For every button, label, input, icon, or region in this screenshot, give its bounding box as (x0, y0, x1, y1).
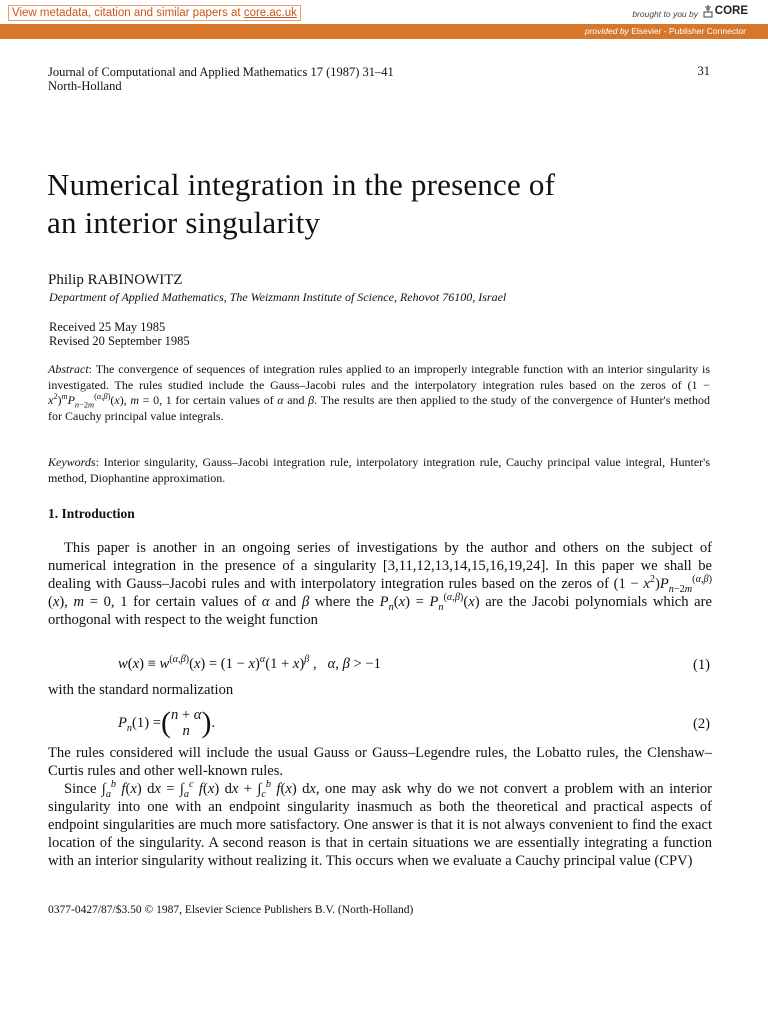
equation-2-number: (2) (692, 716, 710, 732)
core-link-prefix: View metadata, citation and similar papers at (12, 7, 244, 19)
equation-1: $w(x) \equiv w^{(\alpha,\beta)}(x) = (1 - x)^\alpha(1 + x)^\beta$ , α, β > −1 (118, 654, 381, 672)
abstract: Abstract: The convergence of sequences of integration rules applied to an improperly integrable function with an interior singularity is investigated. The rules studied include the Gauss–Jacobi rules and the interpolatory integration rules based on the zeros of $(1 - x^2)^mP_{n-2m}^{(\alpha,\beta)}(x)$, m = 0, 1 for certain values of α and β. The results are then applied to the study of the convergence of Hunter's method for Cauchy principal value integrals. (48, 362, 711, 423)
submission-dates (49, 320, 190, 348)
journal-citation (48, 65, 394, 93)
equation-1-followup: with the standard normalization (48, 682, 234, 698)
intro-paragraph-3: Since $\int_a^b$ f(x) dx = $\int_a^c$ f(x) dx + $\int_c^b$ f(x) dx, one may ask why do we not convert a problem with an interior singularity into one with an endpoint singularity inasmuch as both the theoretical and practical aspects of endpoint singularities are much more satisfactory. One answer is that it is not always convenient to find the exact location of the singularity. A second reason is that in certain situations we are essentially integrating a function with an interior singularity without realizing it. This occurs when we evaluate a Cauchy principal value (CPV) (48, 779, 713, 869)
core-logo-icon (703, 4, 713, 18)
core-logo-text: CORE (714, 5, 748, 18)
keywords: Keywords: Interior singularity, Gauss–Jacobi integration rule, interpolatory integration rule, Cauchy principal value integral, Hunter's method, Diophantine approximation. (48, 455, 710, 485)
abstract-label: Abstract (48, 362, 89, 376)
core-metadata-link[interactable] (8, 5, 301, 21)
keywords-text: Interior singularity, Gauss–Jacobi integration rule, interpolatory integration rule, Cauchy principal value integral, Hunter's method, Diophantine approximation. (48, 455, 710, 485)
journal-line-1: Journal of Computational and Applied Mathematics 17 (1987) 31–41 (48, 65, 394, 79)
author-name: Philip RABINOWITZ (48, 272, 183, 288)
equation-2: $P_n(1) =(n + \alpha$ n ). (118, 706, 216, 739)
core-link-domain[interactable]: core.ac.uk (243, 7, 297, 19)
journal-line-2: North-Holland (48, 79, 122, 93)
core-brought-text: brought to you by (632, 9, 698, 19)
section-heading: 1. Introduction (48, 506, 135, 521)
keywords-label: Keywords (48, 455, 96, 469)
paper-title (47, 166, 555, 242)
provided-by-label: provided by (584, 26, 629, 36)
provider-name[interactable]: Elsevier - Publisher Connector (631, 26, 746, 36)
title-line-2: an interior singularity (47, 205, 321, 240)
received-date: Received 25 May 1985 (49, 320, 166, 334)
core-banner (0, 0, 768, 25)
revised-date: Revised 20 September 1985 (49, 334, 190, 348)
copyright-footer: 0377-0427/87/$3.50 © 1987, Elsevier Science Publishers B.V. (North-Holland) (48, 904, 414, 916)
intro-paragraph-2: The rules considered will include the usual Gauss or Gauss–Legendre rules, the Lobatto rules, the Clenshaw–Curtis rules and other well-known rules. (48, 745, 712, 779)
provided-bar (0, 24, 768, 39)
page-number: 31 (697, 64, 710, 78)
title-line-1: Numerical integration in the presence of (47, 167, 556, 202)
intro-paragraph-1: This paper is another in an ongoing series of investigations by the author and others on the subject of numerical integration in the presence of a singularity [3,11,12,13,14,15,16,19,24]. In this paper we shall be dealing with Gauss–Jacobi rules and with interpolatory integration rules based on the zeros of $(1 - x^2)P_{n-2m}^{(\alpha,\beta)}(x)$, m = 0, 1 for certain values of α and β where the $P_n(x) = P_n^{(\alpha,\beta)}(x)$ are the Jacobi polynomials which are orthogonal with respect to the weight function (48, 540, 712, 628)
core-logo[interactable] (703, 4, 748, 18)
equation-1-number: (1) (692, 657, 710, 673)
provided-by-text (585, 26, 746, 36)
author-affiliation: Department of Applied Mathematics, The Weizmann Institute of Science, Rehovot 76100, Israel (49, 290, 507, 304)
